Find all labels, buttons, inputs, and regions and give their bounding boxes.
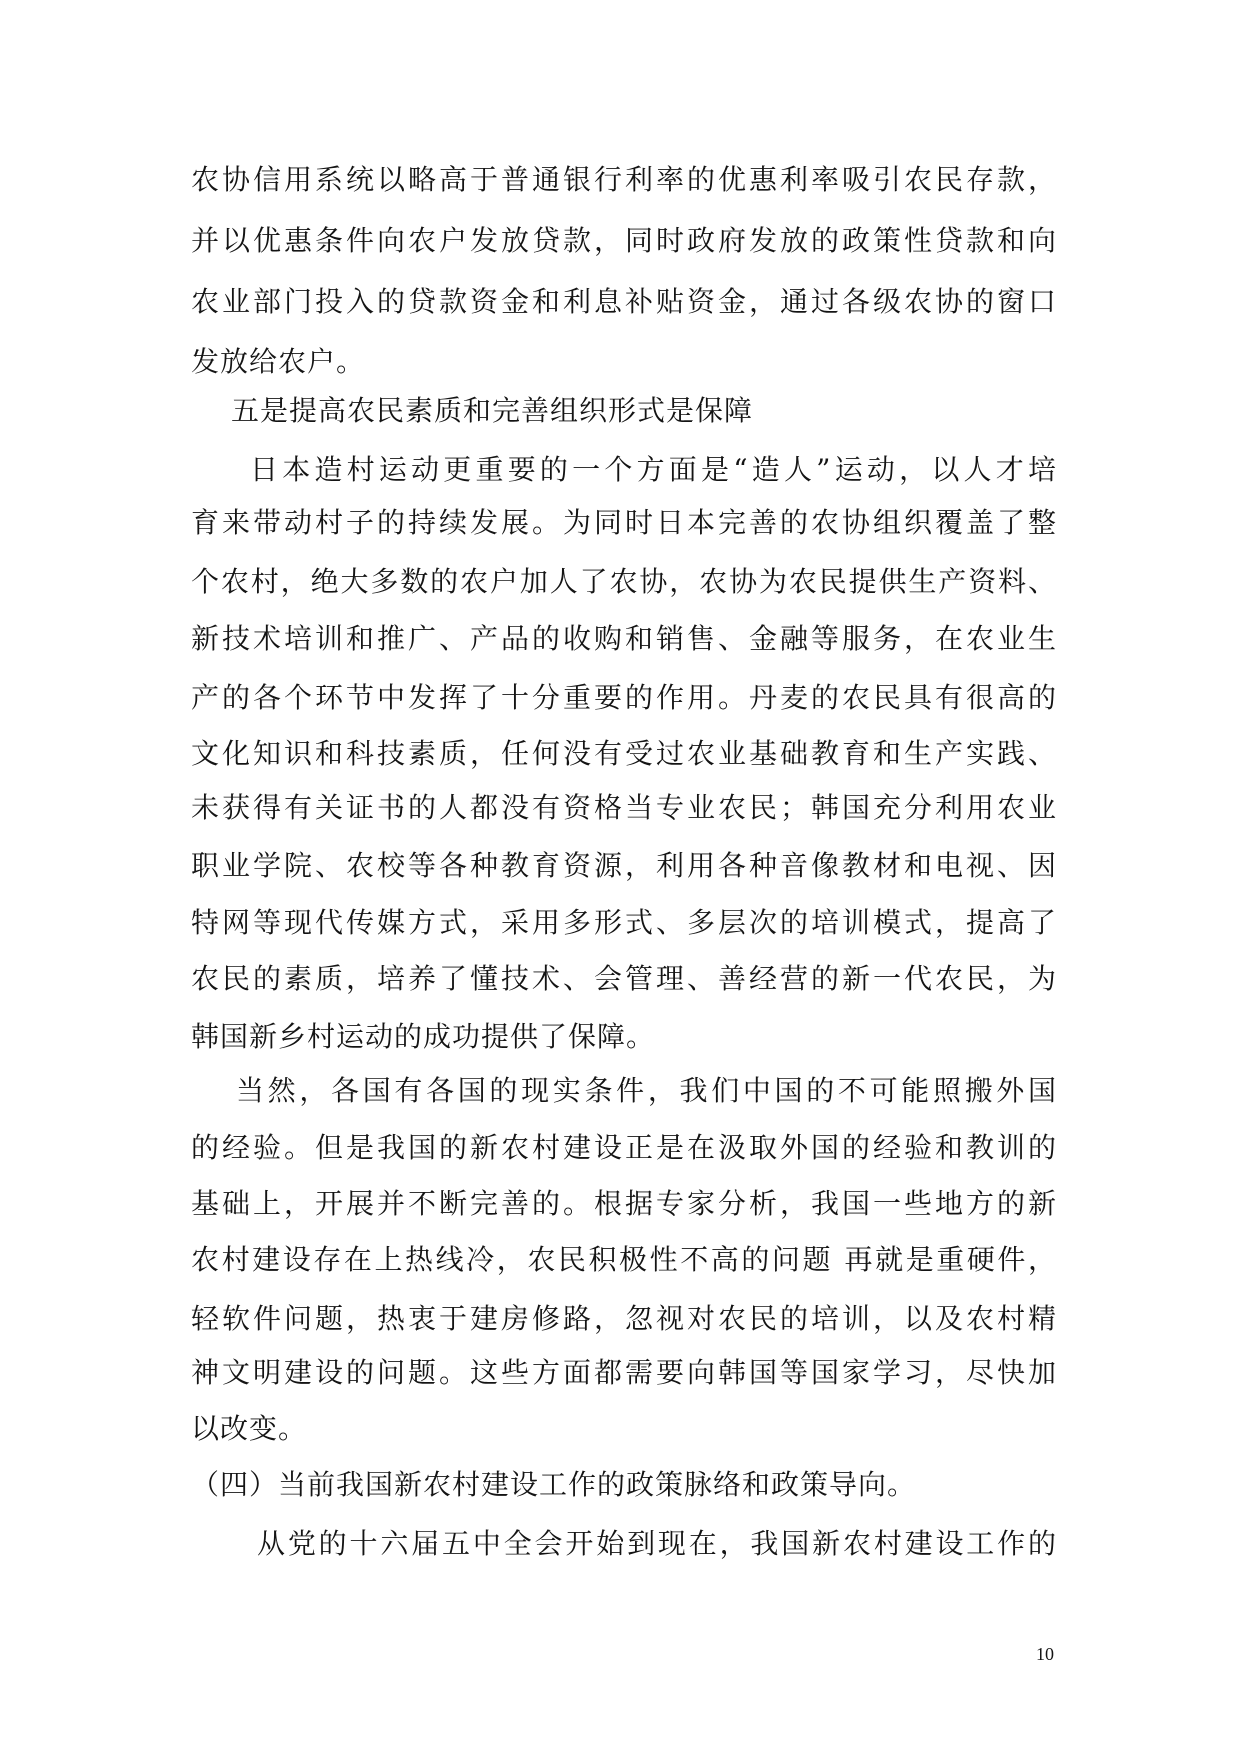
text-line: 特网等现代传媒方式，采用多形式、多层次的培训模式，提高了 [191, 906, 1057, 939]
text-line: 发放给农户。 [191, 345, 366, 378]
text-line: 产的各个环节中发挥了十分重要的作用。丹麦的农民具有很高的 [191, 681, 1057, 714]
page-number: 10 [1036, 1644, 1054, 1664]
text-line: 农民的素质，培养了懂技术、会管理、善经营的新一代农民，为 [191, 962, 1057, 995]
text-line: 新技术培训和推广、产品的收购和销售、金融等服务，在农业生 [191, 622, 1057, 655]
text-line: 韩国新乡村运动的成功提供了保障。 [191, 1020, 656, 1053]
text-line: 轻软件问题，热衷于建房修路，忽视对农民的培训，以及农村精 [191, 1302, 1057, 1335]
text-line: 职业学院、农校等各种教育资源，利用各种音像教材和电视、因 [191, 849, 1057, 882]
text-line: 从党的十六届五中全会开始到现在，我国新农村建设工作的 [257, 1527, 1057, 1560]
text-line: 农协信用系统以略高于普通银行利率的优惠利率吸引农民存款， [191, 163, 1057, 196]
text-line: 未获得有关证书的人都没有资格当专业农民；韩国充分利用农业 [191, 791, 1057, 824]
section-heading-text: 五是提高农民素质和完善组织形式是保障 [231, 394, 754, 427]
text-line: 的经验。但是我国的新农村建设正是在汲取外国的经验和教训的 [191, 1131, 1057, 1164]
text-line: 个农村，绝大多数的农户加人了农协，农协为农民提供生产资料、 [191, 565, 1057, 598]
text-line: 以改变。 [191, 1412, 308, 1445]
text-line: 基础上，开展并不断完善的。根据专家分析，我国一些地方的新 [191, 1187, 1057, 1220]
text-line: 农业部门投入的贷款资金和利息补贴资金，通过各级农协的窗口 [191, 285, 1057, 318]
text-line: 育来带动村子的持续发展。为同时日本完善的农协组织覆盖了整 [191, 506, 1057, 539]
text-line: 日本造村运动更重要的一个方面是“造人”运动，以人才培 [250, 453, 1057, 486]
text-line: 并以优惠条件向农户发放贷款，同时政府发放的政策性贷款和向 [191, 224, 1057, 257]
text-line: 神文明建设的问题。这些方面都需要向韩国等国家学习，尽快加 [191, 1356, 1057, 1389]
text-line: 当然，各国有各国的现实条件，我们中国的不可能照搬外国 [236, 1074, 1057, 1107]
text-line: 农村建设存在上热线冷，农民积极性不高的问题 再就是重硬件， [191, 1243, 1057, 1276]
text-line: 文化知识和科技素质，任何没有受过农业基础教育和生产实践、 [191, 737, 1057, 770]
subsection-heading-text: （四）当前我国新农村建设工作的政策脉络和政策导向。 [191, 1468, 917, 1501]
